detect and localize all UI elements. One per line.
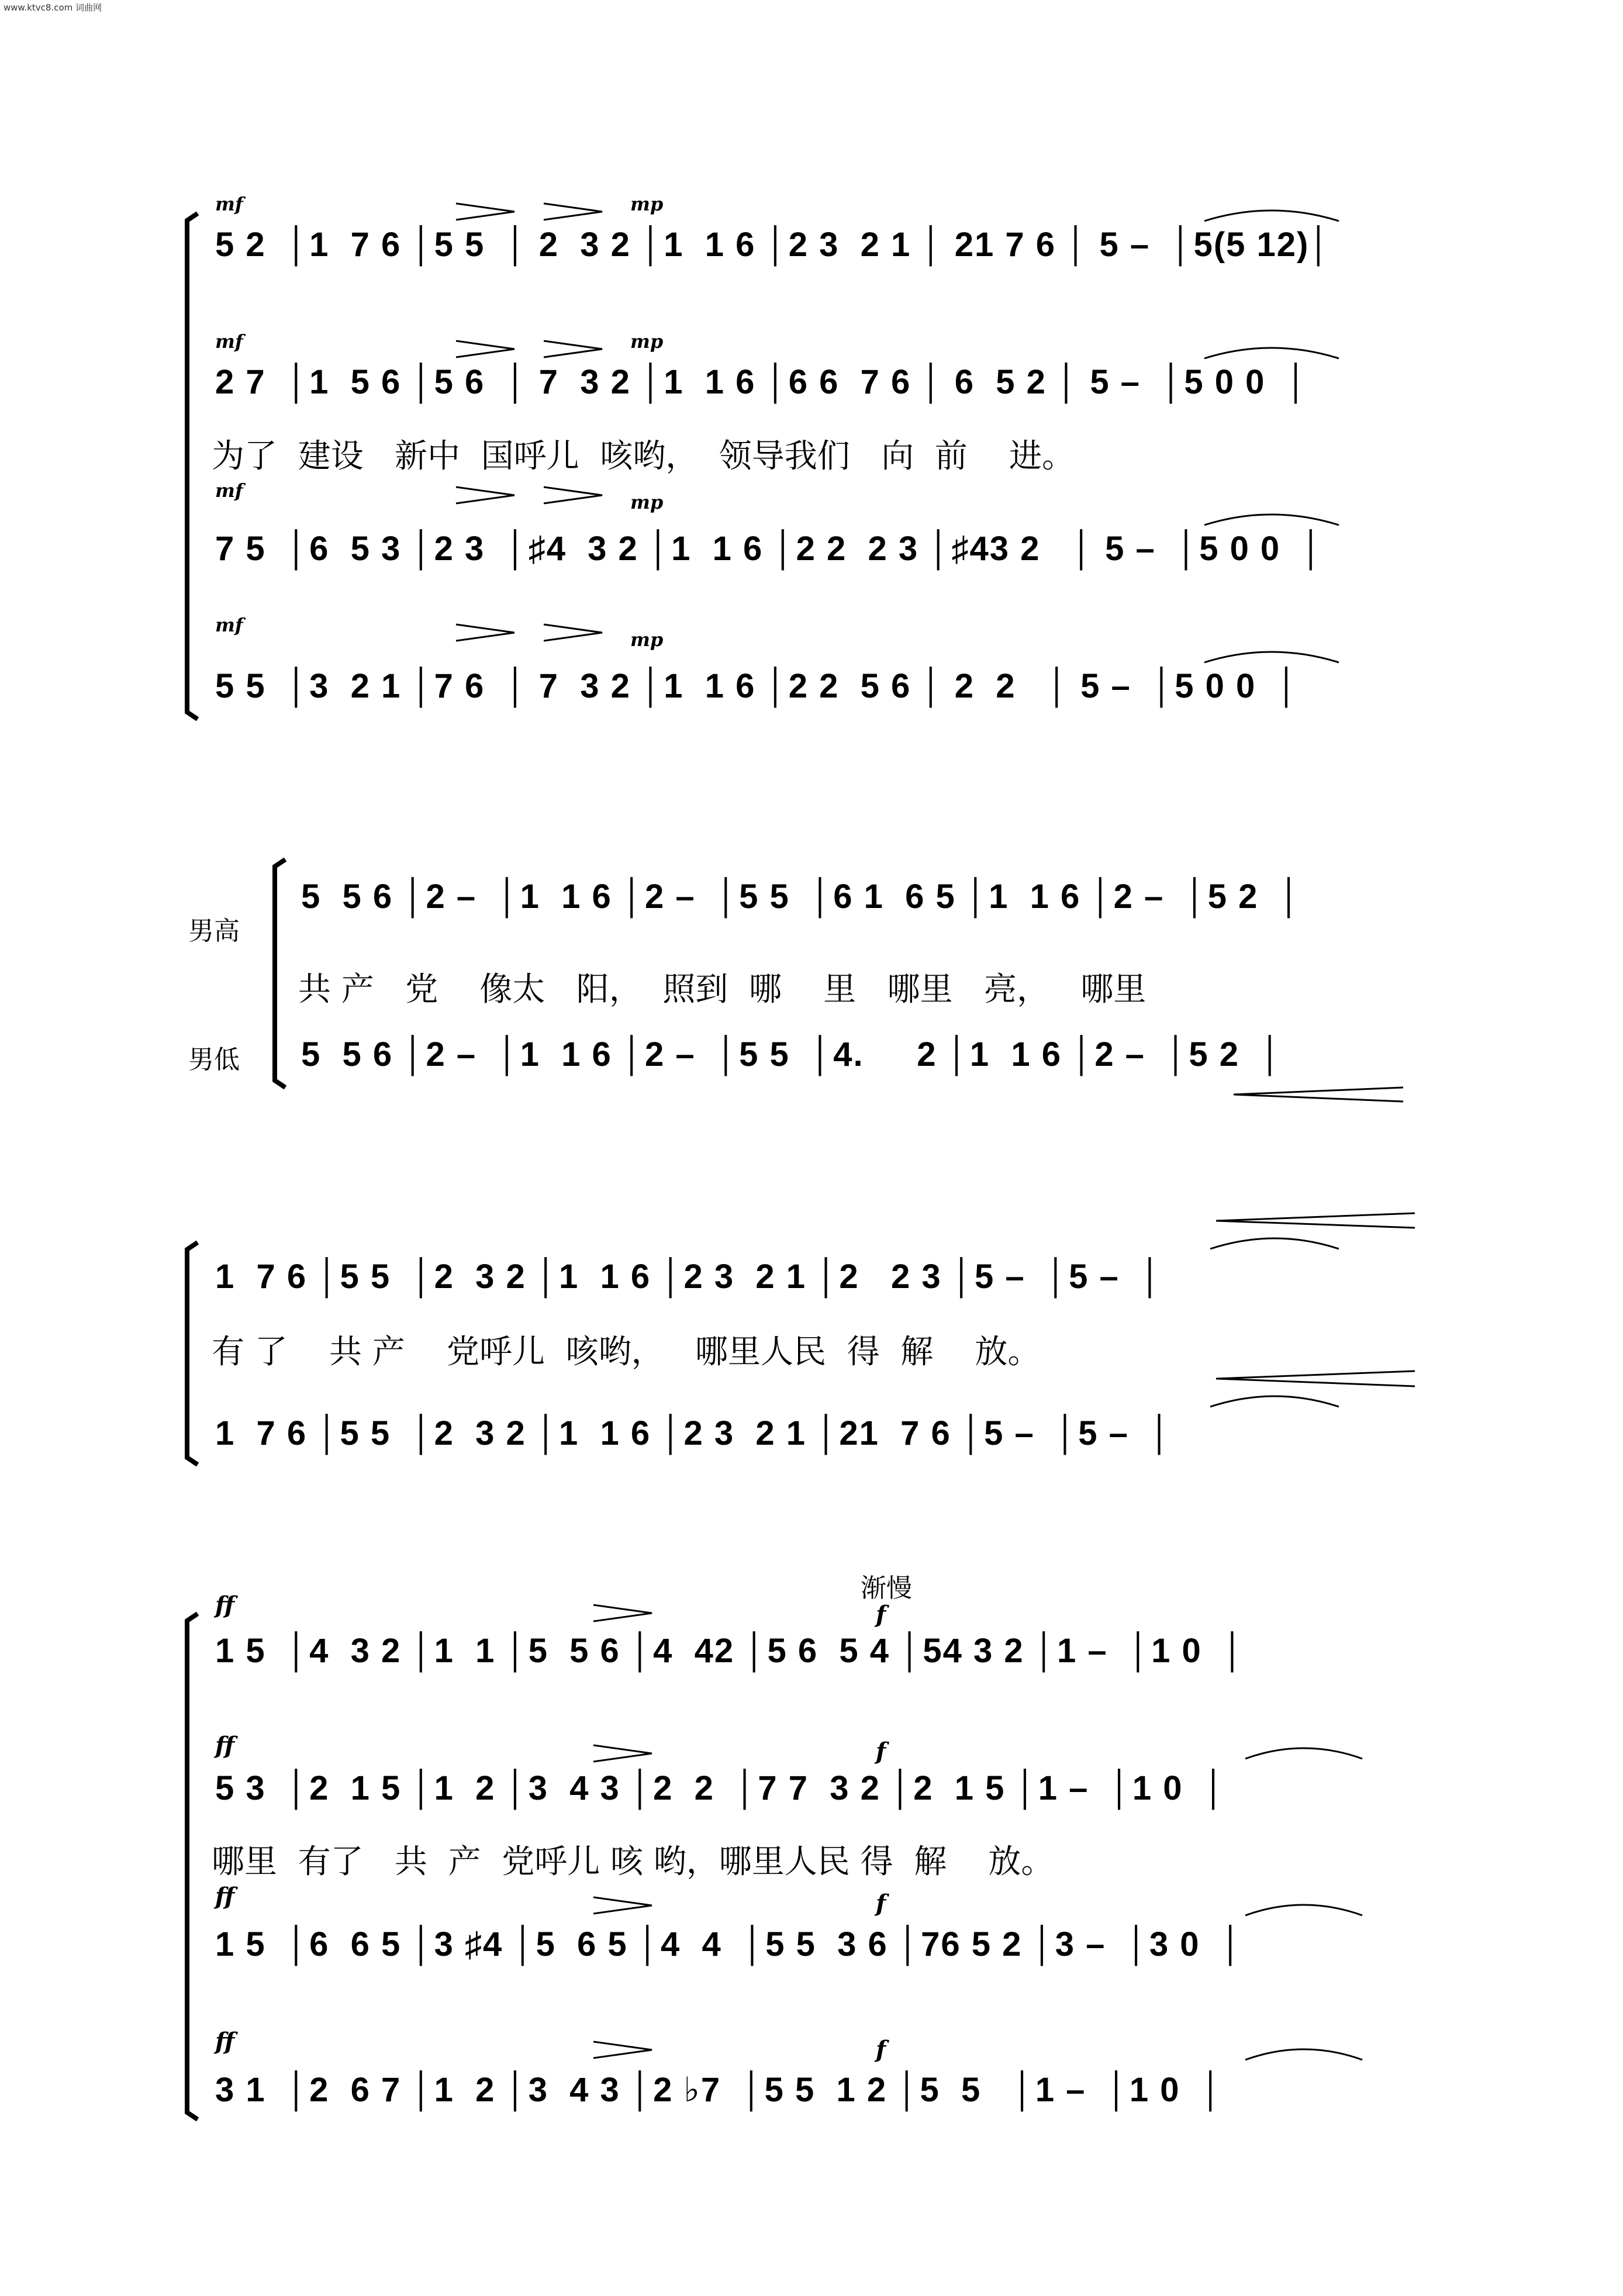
- dynamic-mp: mp: [630, 193, 664, 215]
- part-label-bass: 男低: [188, 1045, 240, 1075]
- crescendo-hairpin-s3b: [1216, 1371, 1415, 1386]
- crescendo-hairpin-s3a: [1216, 1213, 1415, 1228]
- s4-tenor-notes: 1 5 │6 6 5 │3 ♯4 │5 6 5 │4 4 │5 5 3 6 │76 5 2 │3 – │3 0 │: [215, 1925, 1244, 1963]
- decrescendo-hairpin-0: [544, 203, 602, 220]
- dynamic-f: f: [876, 1601, 886, 1628]
- tie-s1-t8: [1204, 515, 1339, 525]
- s1-lyrics: 为了 建设 新中 国呼儿 咳哟， 领导我们 向 前 进。: [212, 437, 1075, 475]
- dynamic-f: f: [876, 1738, 886, 1765]
- dynamic-f: f: [876, 2036, 886, 2063]
- accent-hairpin-s4-2: [593, 1897, 652, 1914]
- s1-alto-notes: 2 7 │1 5 6 │5 6 │ 7 3 2 │1 1 6 │6 6 7 6 │ 6 5 2 │ 5 – │5 0 0 │: [215, 363, 1309, 401]
- tie-s4-b9: [1245, 2049, 1362, 2060]
- tie-s1-b8: [1204, 652, 1339, 662]
- dynamic-ff: ff: [215, 2028, 235, 2055]
- s3-lyrics: 有 了 共 产 党呼儿 咳哟， 哪里人民 得 解 放。: [212, 1333, 1041, 1371]
- tie-s3-l8: [1210, 1396, 1339, 1407]
- dynamic-mf: mf: [215, 193, 243, 215]
- accent-hairpin-s4-1: [593, 1745, 652, 1762]
- crescendo-hairpin-s2: [1234, 1087, 1403, 1102]
- decrescendo-hairpin-1: [544, 341, 602, 357]
- system-2-bracket: [275, 859, 285, 1087]
- s1-bass-notes: 5 5 │3 2 1 │7 6 │ 7 3 2 │1 1 6 │2 2 5 6 │ 2 2 │ 5 – │5 0 0 │: [215, 667, 1300, 705]
- dynamic-ff: ff: [215, 1732, 235, 1759]
- dynamic-mp: mp: [630, 629, 664, 651]
- s4-soprano-notes: 1 5 │4 3 2 │1 1 │5 5 6 │4 42 │5 6 5 4 │54 3 2 │1 – │1 0 │: [215, 1632, 1246, 1670]
- s2-tenor-notes: 5 5 6 │2 – │1 1 6 │2 – │5 5 │6 1 6 5 │1 1 6 │2 – │5 2 │: [301, 878, 1302, 916]
- crescendo-hairpin-1: [456, 341, 514, 357]
- system-1-bracket: [187, 213, 198, 719]
- accent-hairpin-s4-0: [593, 1605, 652, 1621]
- dynamic-mf: mf: [215, 330, 243, 353]
- s4-alto-notes: 5 3 │2 1 5 │1 2 │3 4 3 │2 2 │7 7 3 2 │2 1 5 │1 – │1 0 │: [215, 1769, 1227, 1807]
- decrescendo-hairpin-3: [544, 624, 602, 641]
- tie-s3-u8: [1210, 1238, 1339, 1249]
- dynamic-mp: mp: [630, 491, 664, 513]
- s3-lower-notes: 1 7 6 │5 5 │2 3 2 │1 1 6 │2 3 2 1 │21 7 6 │5 – │5 – │: [215, 1414, 1173, 1452]
- dynamic-f: f: [876, 1890, 886, 1917]
- dynamic-mp: mp: [630, 330, 664, 353]
- part-label-tenor: 男高: [188, 916, 240, 946]
- tie-s1-a8: [1204, 348, 1339, 358]
- s4-lyrics: 哪里 有了 共 产 党呼儿 咳 哟，哪里人民 得 解 放。: [212, 1843, 1054, 1881]
- s2-lyrics: 共 产 党 像太 阳， 照到 哪 里 哪里 亮， 哪里: [298, 971, 1147, 1009]
- crescendo-hairpin-0: [456, 203, 514, 220]
- accent-hairpin-s4-3: [593, 2042, 652, 2058]
- s1-soprano-notes: 5 2 │1 7 6 │5 5 │ 2 3 2 │1 1 6 │2 3 2 1 │ 21 7 6 │ 5 – │5(5 12)│: [215, 226, 1332, 264]
- s4-bass-notes: 3 1 │2 6 7 │1 2 │3 4 3 │2 ♭7 │5 5 1 2 │5 5 │1 – │1 0 │: [215, 2071, 1224, 2109]
- tempo-ritardando: 渐慢: [861, 1573, 912, 1603]
- s3-upper-notes: 1 7 6 │5 5 │2 3 2 │1 1 6 │2 3 2 1 │2 2 3 │5 – │5 – │: [215, 1258, 1163, 1296]
- system-3-bracket: [187, 1242, 198, 1465]
- tie-s4-a9: [1245, 1748, 1362, 1759]
- dynamic-ff: ff: [215, 1883, 235, 1910]
- crescendo-hairpin-3: [456, 624, 514, 641]
- s2-bass-notes: 5 5 6 │2 – │1 1 6 │2 – │5 5 │4. 2 │1 1 6 │2 – │5 2 │: [301, 1035, 1283, 1073]
- decrescendo-hairpin-2: [544, 487, 602, 503]
- tie-s1-r8: [1204, 210, 1339, 221]
- dynamic-mf: mf: [215, 479, 243, 502]
- dynamic-ff: ff: [215, 1591, 235, 1619]
- crescendo-hairpin-2: [456, 487, 514, 503]
- dynamic-mf: mf: [215, 614, 243, 636]
- system-4-bracket: [187, 1614, 198, 2119]
- s1-tenor-notes: 7 5 │6 5 3 │2 3 │♯4 3 2 │1 1 6 │2 2 2 3 │♯43 2 │ 5 – │5 0 0 │: [215, 530, 1324, 568]
- site-watermark: www.ktvc8.com 词曲网: [4, 2, 102, 13]
- tie-s4-t9: [1245, 1905, 1362, 1915]
